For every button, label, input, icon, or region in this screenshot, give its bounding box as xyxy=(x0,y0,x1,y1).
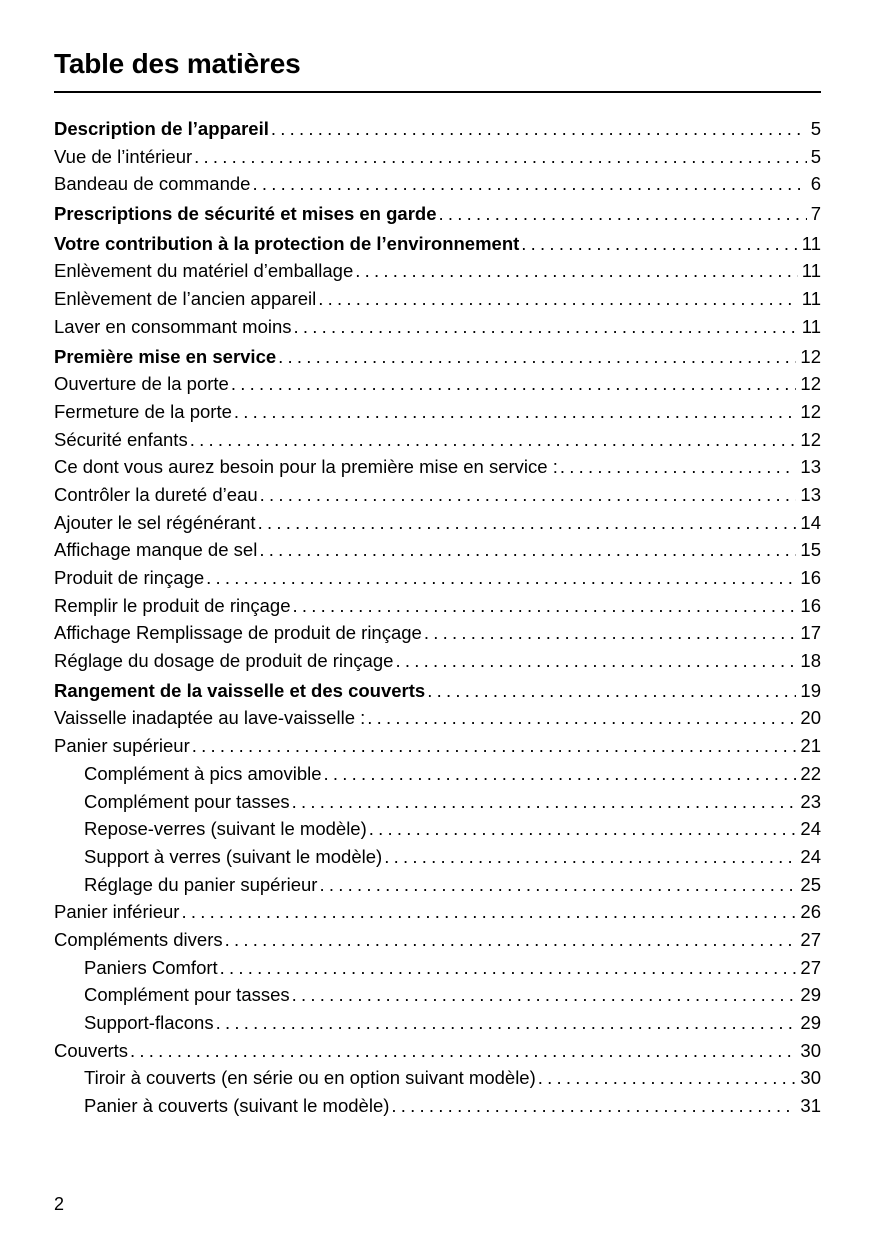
toc-dot-leader xyxy=(292,981,797,1009)
toc-entry[interactable] xyxy=(54,313,821,341)
toc-entry-page: 27 xyxy=(800,956,821,978)
toc-entry[interactable] xyxy=(54,1092,821,1120)
table-of-contents xyxy=(54,115,821,1120)
page-number: 2 xyxy=(54,1194,65,1214)
toc-entry-title: Bandeau de commande xyxy=(54,173,251,195)
toc-dot-leader xyxy=(384,843,796,871)
toc-entry-page: 7 xyxy=(810,203,821,225)
toc-entry[interactable] xyxy=(54,170,821,198)
toc-dot-leader xyxy=(294,313,798,341)
toc-entry-page: 30 xyxy=(800,1039,821,1061)
toc-entry-title: Tiroir à couverts (en série ou en option suivant modèle) xyxy=(84,1067,536,1089)
toc-entry-page: 30 xyxy=(800,1067,821,1089)
toc-entry-title: Enlèvement du matériel d’emballage xyxy=(54,260,354,282)
toc-entry-page: 18 xyxy=(800,650,821,672)
toc-dot-leader xyxy=(439,200,807,228)
toc-entry-title: Rangement de la vaisselle et des couverts xyxy=(54,679,426,701)
toc-entry-page: 16 xyxy=(800,567,821,588)
toc-entry[interactable] xyxy=(54,592,821,620)
toc-entry-page: 12 xyxy=(800,400,821,422)
toc-entry-page: 12 xyxy=(800,373,821,395)
toc-entry-title: Panier supérieur xyxy=(54,735,190,757)
toc-entry-title: Enlèvement de l’ancien appareil xyxy=(54,288,317,310)
toc-entry-page: 25 xyxy=(800,873,821,895)
toc-entry[interactable] xyxy=(54,981,821,1009)
toc-entry-title: Couverts xyxy=(54,1039,129,1061)
toc-entry[interactable] xyxy=(54,898,821,926)
toc-dot-leader xyxy=(194,143,807,171)
toc-entry-page: 23 xyxy=(800,790,821,812)
toc-dot-leader xyxy=(260,481,797,509)
toc-dot-leader xyxy=(181,898,796,926)
toc-entry-page: 5 xyxy=(810,118,821,139)
toc-entry[interactable] xyxy=(54,647,821,675)
toc-dot-leader xyxy=(220,954,797,982)
toc-entry-page: 5 xyxy=(810,145,821,167)
toc-section-heading[interactable] xyxy=(54,677,821,705)
toc-entry-title: Support-flacons xyxy=(84,1012,214,1033)
toc-dot-leader xyxy=(259,536,796,564)
toc-dot-leader xyxy=(192,732,797,760)
toc-entry-title: Ajouter le sel régénérant xyxy=(54,511,256,533)
toc-dot-leader xyxy=(292,788,797,816)
toc-dot-leader xyxy=(231,370,797,398)
toc-entry[interactable] xyxy=(54,257,821,285)
toc-entry-page: 12 xyxy=(800,428,821,450)
toc-entry[interactable] xyxy=(54,564,821,592)
toc-entry[interactable] xyxy=(54,1064,821,1092)
toc-entry-title: Repose-verres (suivant le modèle) xyxy=(84,818,367,840)
toc-entry-page: 11 xyxy=(801,260,821,282)
toc-dot-leader xyxy=(355,257,798,285)
toc-entry[interactable] xyxy=(54,481,821,509)
toc-entry-page: 27 xyxy=(800,928,821,950)
toc-entry-title: Sécurité enfants xyxy=(54,428,188,450)
toc-entry[interactable] xyxy=(54,285,821,313)
toc-entry-title: Laver en consommant moins xyxy=(54,315,292,337)
toc-entry-title: Réglage du panier supérieur xyxy=(84,873,318,895)
toc-entry-page: 24 xyxy=(800,818,821,840)
toc-entry-title: Panier à couverts (suivant le modèle) xyxy=(84,1095,390,1117)
toc-entry-title: Remplir le produit de rinçage xyxy=(54,594,291,616)
toc-entry-title: Paniers Comfort xyxy=(84,956,218,978)
toc-dot-leader xyxy=(521,230,797,258)
toc-entry[interactable] xyxy=(54,426,821,454)
toc-dot-leader xyxy=(319,871,796,899)
toc-entry-title: Contrôler la dureté d’eau xyxy=(54,483,258,505)
toc-entry-page: 29 xyxy=(800,1012,821,1033)
toc-entry-title: Panier inférieur xyxy=(54,901,180,923)
toc-entry[interactable] xyxy=(54,704,821,732)
toc-entry[interactable] xyxy=(54,453,821,481)
toc-entry-page: 20 xyxy=(800,707,821,729)
toc-dot-leader xyxy=(369,815,797,843)
toc-dot-leader xyxy=(206,564,796,592)
toc-entry[interactable] xyxy=(54,398,821,426)
toc-entry[interactable] xyxy=(54,788,821,816)
toc-entry-page: 6 xyxy=(810,173,821,195)
toc-section-heading[interactable] xyxy=(54,230,821,258)
toc-entry-page: 29 xyxy=(800,984,821,1006)
toc-entry[interactable] xyxy=(54,815,821,843)
toc-entry-title: Support à verres (suivant le modèle) xyxy=(84,845,383,867)
toc-dot-leader xyxy=(225,926,797,954)
toc-entry-page: 19 xyxy=(800,679,821,701)
toc-dot-leader xyxy=(130,1037,796,1065)
toc-dot-leader xyxy=(427,677,796,705)
toc-dot-leader xyxy=(252,170,806,198)
toc-entry-page: 15 xyxy=(800,539,821,561)
toc-entry-page: 22 xyxy=(800,762,821,784)
page-title: Table des matières xyxy=(54,48,301,79)
toc-entry[interactable] xyxy=(54,619,821,647)
toc-entry[interactable] xyxy=(54,536,821,564)
toc-dot-leader xyxy=(190,426,797,454)
toc-dot-leader xyxy=(538,1064,797,1092)
toc-dot-leader xyxy=(258,509,797,537)
toc-entry[interactable] xyxy=(54,1009,821,1037)
toc-dot-leader xyxy=(216,1009,797,1037)
toc-entry-page: 31 xyxy=(800,1095,821,1117)
toc-entry-title: Description de l’appareil xyxy=(54,118,269,139)
toc-entry[interactable] xyxy=(54,143,821,171)
toc-entry-page: 21 xyxy=(800,735,821,757)
toc-dot-leader xyxy=(318,285,798,313)
toc-entry-title: Complément pour tasses xyxy=(84,790,290,812)
toc-entry-title: Réglage du dosage de produit de rinçage xyxy=(54,650,394,672)
toc-entry[interactable] xyxy=(54,370,821,398)
toc-entry-title: Vue de l’intérieur xyxy=(54,145,193,167)
toc-entry-title: Prescriptions de sécurité et mises en garde xyxy=(54,203,437,225)
toc-section-heading[interactable] xyxy=(54,115,821,143)
toc-entry-title: Première mise en service xyxy=(54,345,277,367)
toc-entry-title: Ce dont vous aurez besoin pour la première mise en service : xyxy=(54,456,558,478)
toc-entry-page: 13 xyxy=(800,456,821,478)
toc-entry-title: Complément pour tasses xyxy=(84,984,290,1006)
toc-entry-page: 26 xyxy=(800,901,821,923)
toc-entry-page: 16 xyxy=(800,594,821,616)
toc-entry-page: 24 xyxy=(800,845,821,867)
toc-entry-title: Votre contribution à la protection de l’environnement xyxy=(54,232,520,254)
toc-entry-title: Compléments divers xyxy=(54,928,223,950)
toc-entry-title: Ouverture de la porte xyxy=(54,373,229,395)
toc-dot-leader xyxy=(395,647,796,675)
toc-dot-leader xyxy=(324,760,797,788)
toc-entry[interactable] xyxy=(54,732,821,760)
toc-entry[interactable] xyxy=(54,926,821,954)
toc-entry-title: Affichage manque de sel xyxy=(54,539,258,561)
toc-entry[interactable] xyxy=(54,760,821,788)
toc-entry-title: Complément à pics amovible xyxy=(84,762,322,784)
toc-dot-leader xyxy=(293,592,797,620)
toc-dot-leader xyxy=(234,398,797,426)
toc-entry[interactable] xyxy=(54,871,821,899)
toc-entry-page: 17 xyxy=(800,622,821,644)
toc-entry[interactable] xyxy=(54,509,821,537)
toc-dot-leader xyxy=(278,343,796,371)
toc-dot-leader xyxy=(391,1092,796,1120)
toc-entry-page: 13 xyxy=(800,483,821,505)
toc-dot-leader xyxy=(367,704,796,732)
toc-entry[interactable] xyxy=(54,1037,821,1065)
toc-entry-title: Produit de rinçage xyxy=(54,567,205,588)
toc-entry-page: 11 xyxy=(801,288,821,310)
toc-entry-title: Fermeture de la porte xyxy=(54,400,232,422)
toc-entry-title: Affichage Remplissage de produit de rinçage xyxy=(54,622,422,644)
toc-section-heading[interactable] xyxy=(54,343,821,371)
toc-entry-page: 11 xyxy=(801,232,821,254)
toc-section-heading[interactable] xyxy=(54,200,821,228)
toc-dot-leader xyxy=(271,115,807,143)
toc-entry-page: 11 xyxy=(801,315,821,337)
toc-entry[interactable] xyxy=(54,954,821,982)
toc-entry[interactable] xyxy=(54,843,821,871)
toc-dot-leader xyxy=(560,453,797,481)
toc-dot-leader xyxy=(424,619,797,647)
toc-entry-page: 14 xyxy=(800,511,821,533)
title-divider xyxy=(54,91,821,93)
toc-entry-title: Vaisselle inadaptée au lave-vaisselle : xyxy=(54,707,366,729)
toc-entry-page: 12 xyxy=(800,345,821,367)
